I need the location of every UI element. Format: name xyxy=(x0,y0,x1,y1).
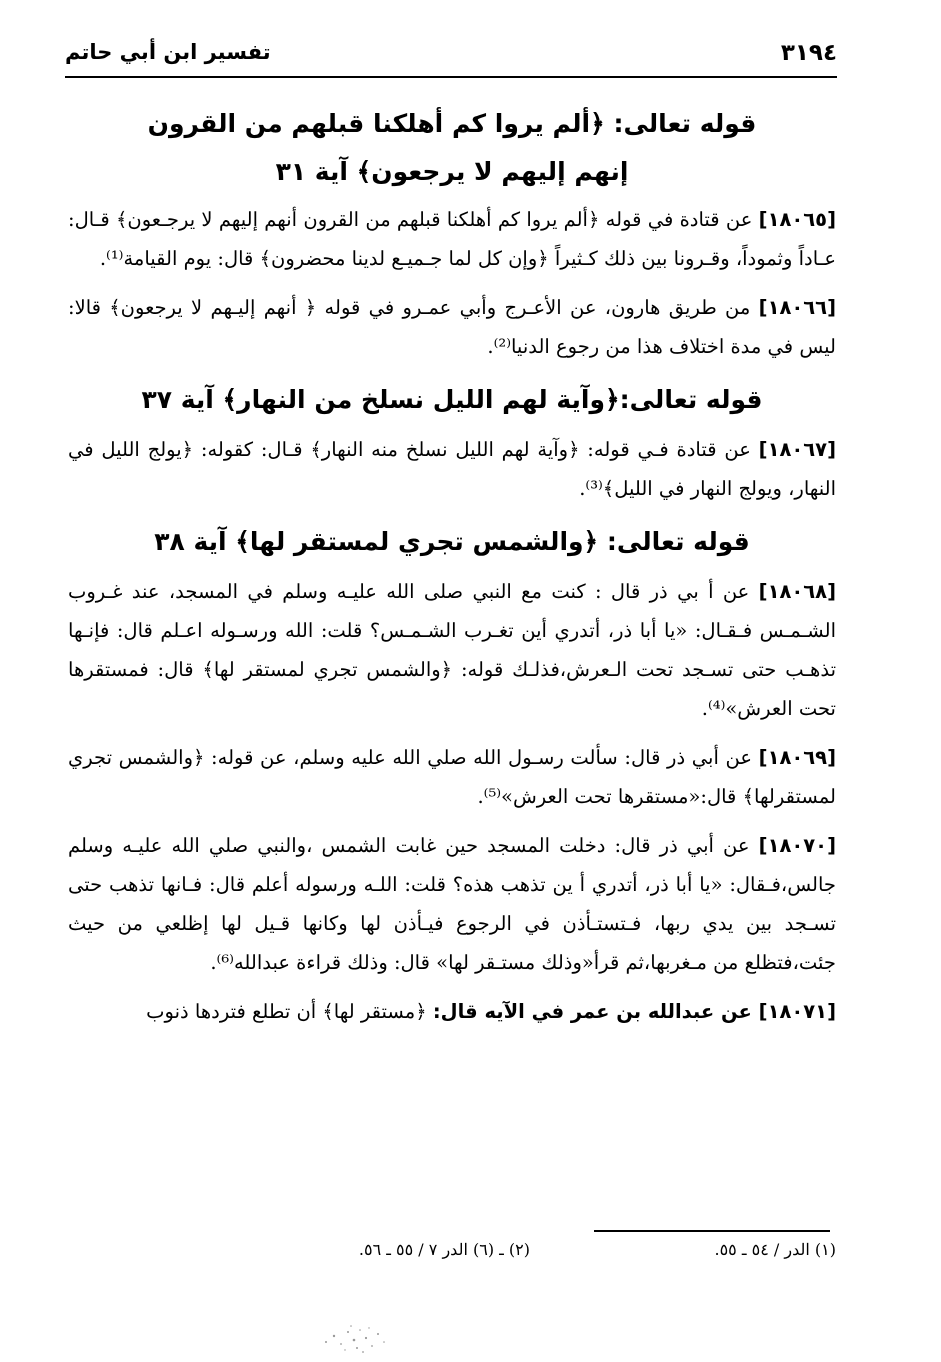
narration-number: [١٨٠٦٥] xyxy=(758,208,836,231)
verse-heading-31-line2: إنهم إليهم لا يرجعون﴾ آية ٣١ xyxy=(275,157,629,186)
footnote-rule xyxy=(594,1230,830,1232)
narration-18065 xyxy=(68,200,836,278)
narration-number: [١٨٠٧٠] xyxy=(758,834,836,857)
narration-number: [١٨٠٦٦] xyxy=(758,296,836,319)
narration-18066 xyxy=(68,288,836,366)
page-number: ٣١٩٤ xyxy=(780,40,837,66)
footnote-1: (١) الدر / ٥٤ ـ ٥٥. xyxy=(714,1240,836,1259)
narration-18068 xyxy=(68,572,836,728)
narration-18067 xyxy=(68,430,836,508)
verse-heading-31 xyxy=(68,100,836,196)
narration-text: ﴿مستقر لها﴾ أن تطلع فتردها ذنوب xyxy=(146,1000,433,1023)
scan-speckle-mark xyxy=(316,1322,398,1356)
narration-18069 xyxy=(68,738,836,816)
narration-text: عن أبي ذر قال: سألت رسـول الله صلي الله عليه وسلم، عن قوله: ﴿والشمس تجري لمستقرلها﴾ قال:«مستقرها تحت العرش»⁽⁵⁾. xyxy=(68,746,836,808)
verse-heading-31-line1: قوله تعالى: ﴿ألم يروا كم أهلكنا قبلهم من القرون xyxy=(147,109,757,138)
narration-number: [١٨٠٦٩] xyxy=(758,746,836,769)
narration-text: من طريق هارون، عن الأعـرج وأبي عمـرو في قوله ﴿ أنهم إليـهم لا يرجعون﴾ قالا: ليس في مدة اختلاف هذا من رجوع الدنيا⁽²⁾. xyxy=(68,296,836,358)
page-body xyxy=(68,100,836,1041)
narration-text: عن أبي ذر قال: دخلت المسجد حين غابت الشمس ،والنبي صلي الله عليـه وسلم جالس،فـقال: «يا أبا ذر، أتدري أ ين تذهب هذه؟ قلت: اللـه ورسوله أعلم قال: فـانها تذهب حتى تسـجد بين يدي ربها، فـتستـأذن في الرجوع فيـأذن لها وكانها قـيل لها إظلعي من حيث جئت،فتظلع من مـغربها،ثم قرأ«وذلك مستـقر لها» قال: وذلك قراءة عبدالله⁽⁶⁾. xyxy=(68,834,836,974)
footnotes xyxy=(68,1240,836,1270)
verse-heading-38: قوله تعالى: ﴿والشمس تجري لمستقر لها﴾ آية ٣٨ xyxy=(154,527,750,556)
narration-number: [١٨٠٦٧] xyxy=(758,438,836,461)
narration-18071 xyxy=(68,992,836,1031)
header-rule xyxy=(65,76,837,78)
running-head: تفسير ابن أبي حاتم xyxy=(65,40,271,64)
narration-18070 xyxy=(68,826,836,982)
narration-number: [١٨٠٧١] xyxy=(758,1000,836,1023)
narration-text: عن قتادة فـي قوله: ﴿وآية لهم الليل نسلخ منه النهار﴾ قـال: كقوله: ﴿يولج الليل في النهار، ويولج النهار في الليل﴾⁽³⁾. xyxy=(68,438,836,500)
narration-lead: عن عبدالله بن عمر في الآيه قال: xyxy=(432,1000,759,1023)
footnote-2-6: (٢) ـ (٦) الدر ٧ / ٥٥ ـ ٥٦. xyxy=(358,1240,530,1259)
verse-heading-37: قوله تعالى:﴿وآية لهم الليل نسلخ من النهار﴾ آية ٣٧ xyxy=(141,385,763,414)
narration-text: عن أ بي ذر قال : كنت مع النبي صلى الله عليـه وسلم في المسجد، عند غـروب الشـمـس فـقـال: «يا أبا ذر، أتدري أين تغـرب الشـمـس؟ قلت: الله ورسـوله اعـلم قال: فإنـها تذهـب حتى تسـجد تحت الـعرش،فذلـك قوله: ﴿والشمس تجري لمستقر لها﴾ قال: فمستقرها تحت العرش»⁽⁴⁾. xyxy=(68,580,836,720)
page-header xyxy=(65,36,837,76)
narration-text: عن قتادة في قوله ﴿ألم يروا كم أهلكنا قبلهم من القرون أنهم إليهم لا يرجـعون﴾ قـال: عـاداً وثموداً، وقـرونا بين ذلك كـثيراً ﴿وإن كل لما جـميـع لدينا محضرون﴾ قال: يوم القيامة⁽¹⁾. xyxy=(68,208,836,270)
narration-number: [١٨٠٦٨] xyxy=(758,580,836,603)
